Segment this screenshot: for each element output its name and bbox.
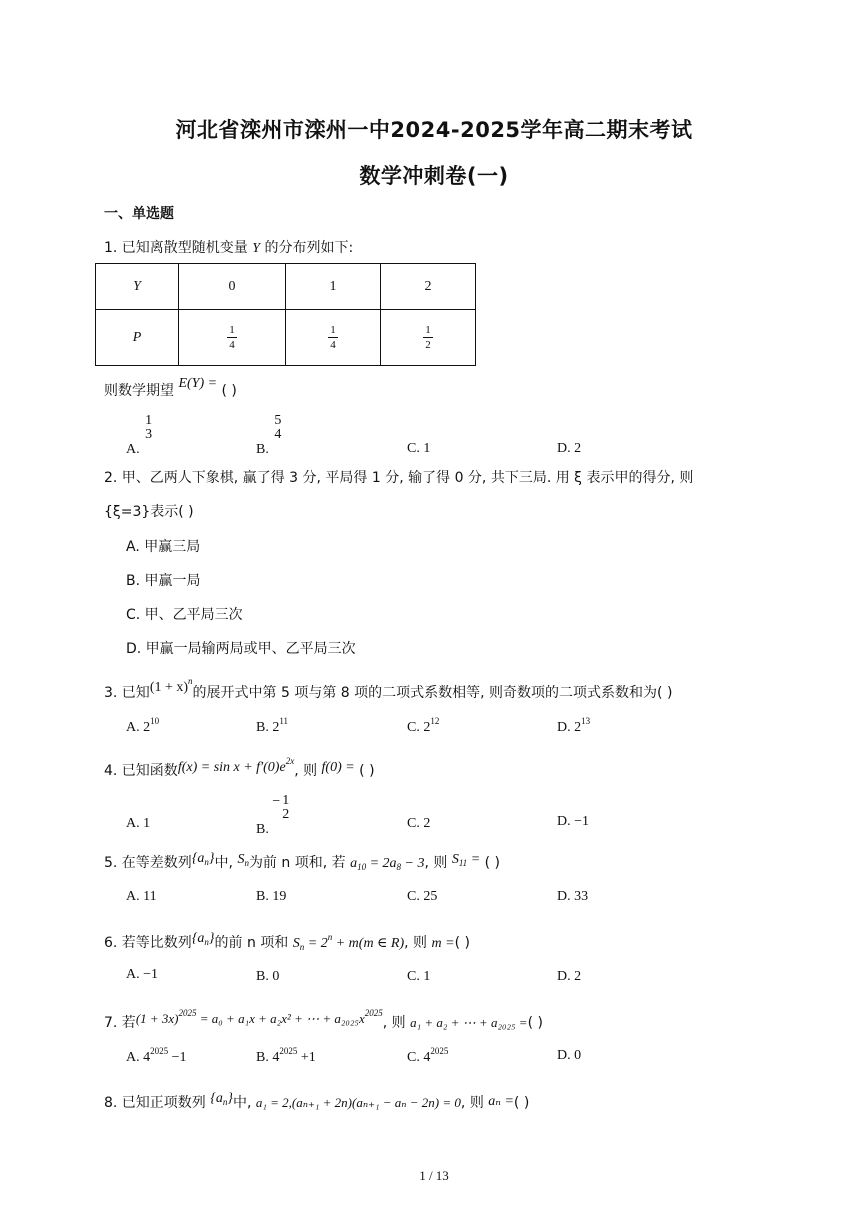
q7-option-c[interactable]: C. $4^{2025}$ (407, 1046, 449, 1065)
question-6-stem: 6. 若等比数列$\{a_n\}$的前 n 项和 $S_n = 2^n + m(m$ ∈ R), 则 m =( ) (104, 931, 470, 952)
q5-option-b[interactable]: B. 19 (256, 889, 287, 904)
q7-option-d[interactable]: D. 0 (557, 1048, 582, 1063)
question-5-stem: 5. 在等差数列$\{a_n\}$中, $S_n$为前 n 项和, 若 $a_{10} = 2a_8 - 3$, 则 $S_{11}$ = ( ) (104, 851, 500, 872)
q4-option-a[interactable]: A. 1 (126, 816, 151, 831)
q6-option-a[interactable]: A. −1 (126, 967, 159, 982)
q3-option-c[interactable]: C. $2^{12}$ (407, 716, 440, 735)
q2-option-a[interactable]: A. 甲赢三局 (126, 539, 201, 555)
q2-option-c[interactable]: C. 甲、乙平局三次 (126, 607, 243, 623)
q1-option-c[interactable]: C. 1 (407, 441, 431, 456)
question-4-stem: 4. 已知函数$f(x) = \sin x + f'(0)e^{2x}$, 则 f(0) = ( ) (104, 756, 375, 779)
exam-subtitle: 数学冲刺卷(一) (359, 164, 509, 188)
exam-title: 河北省滦州市滦州一中2024-2025学年高二期末考试 (175, 118, 693, 142)
section-heading: 一、单选题 (104, 206, 174, 222)
q5-option-d[interactable]: D. 33 (557, 889, 589, 904)
table-header-cell: 0 (179, 264, 286, 310)
q3-option-a[interactable]: A. $2^{10}$ (126, 716, 160, 735)
q5-option-c[interactable]: C. 25 (407, 889, 438, 904)
table-row-label: P (96, 310, 179, 366)
question-7-stem: 7. 若$(1 + 3x)^{2025} = a_0 + a_1x + a_2x^2$ + ⋯ + $a_{2025}x^{2025}$, 则 a₁ + a₂ + ⋯ + a₂₀₂₅ =( ) (104, 1008, 543, 1031)
q4-option-c[interactable]: C. 2 (407, 816, 431, 831)
distribution-table (95, 263, 476, 366)
table-header-cell: 1 (286, 264, 381, 310)
table-cell-prob: $\frac{1}{4}$ (286, 310, 381, 366)
question-2-line1: 2. 甲、乙两人下象棋, 赢了得 3 分, 平局得 1 分, 输了得 0 分, 共下三局. 用 ξ 表示甲的得分, 则 (104, 470, 694, 486)
q4-option-d[interactable]: D. −1 (557, 814, 590, 829)
q1-option-b[interactable]: B. 5 4 (256, 413, 282, 458)
q1-option-d[interactable]: D. 2 (557, 441, 582, 456)
page-number: 1 / 13 (419, 1168, 449, 1183)
table-cell-prob: $\frac{1}{4}$ (179, 310, 286, 366)
q2-option-b[interactable]: B. 甲赢一局 (126, 573, 201, 589)
q7-option-b[interactable]: B. $4^{2025} +1$ (256, 1046, 316, 1065)
q3-option-d[interactable]: D. $2^{13}$ (557, 716, 591, 735)
question-1-stem: 1. 已知离散型随机变量 Y 的分布列如下: (104, 240, 354, 256)
q3-option-b[interactable]: B. $2^{11}$ (256, 716, 289, 735)
q4-option-b[interactable]: B. − 1 2 (256, 793, 290, 838)
q6-option-d[interactable]: D. 2 (557, 969, 582, 984)
question-2-line2: {ξ=3}表示( ) (104, 504, 194, 520)
table-header-cell: Y (96, 264, 179, 310)
question-8-stem: 8. 已知正项数列 $\{a_n\}$中, a₁ = 2,(aₙ₊₁ + 2n)(aₙ₊₁ − aₙ − 2n) = 0, 则 aₙ =( ) (104, 1091, 530, 1111)
table-header-cell: 2 (381, 264, 476, 310)
q7-option-a[interactable]: A. $4^{2025} -1$ (126, 1046, 187, 1065)
q5-option-a[interactable]: A. 11 (126, 889, 157, 904)
q2-option-d[interactable]: D. 甲赢一局输两局或甲、乙平局三次 (126, 641, 356, 657)
question-1-ask: 则数学期望 E(Y) = ( ) (104, 376, 237, 399)
question-3-stem: 3. 已知$(1 + x)^n$的展开式中第 5 项与第 8 项的二项式系数相等, 则奇数项的二项式系数和为( ) (104, 676, 673, 701)
q1-option-a[interactable]: A. 1 3 (126, 413, 153, 458)
table-cell-prob: $\frac{1}{2}$ (381, 310, 476, 366)
q6-option-c[interactable]: C. 1 (407, 969, 431, 984)
q6-option-b[interactable]: B. 0 (256, 969, 280, 984)
